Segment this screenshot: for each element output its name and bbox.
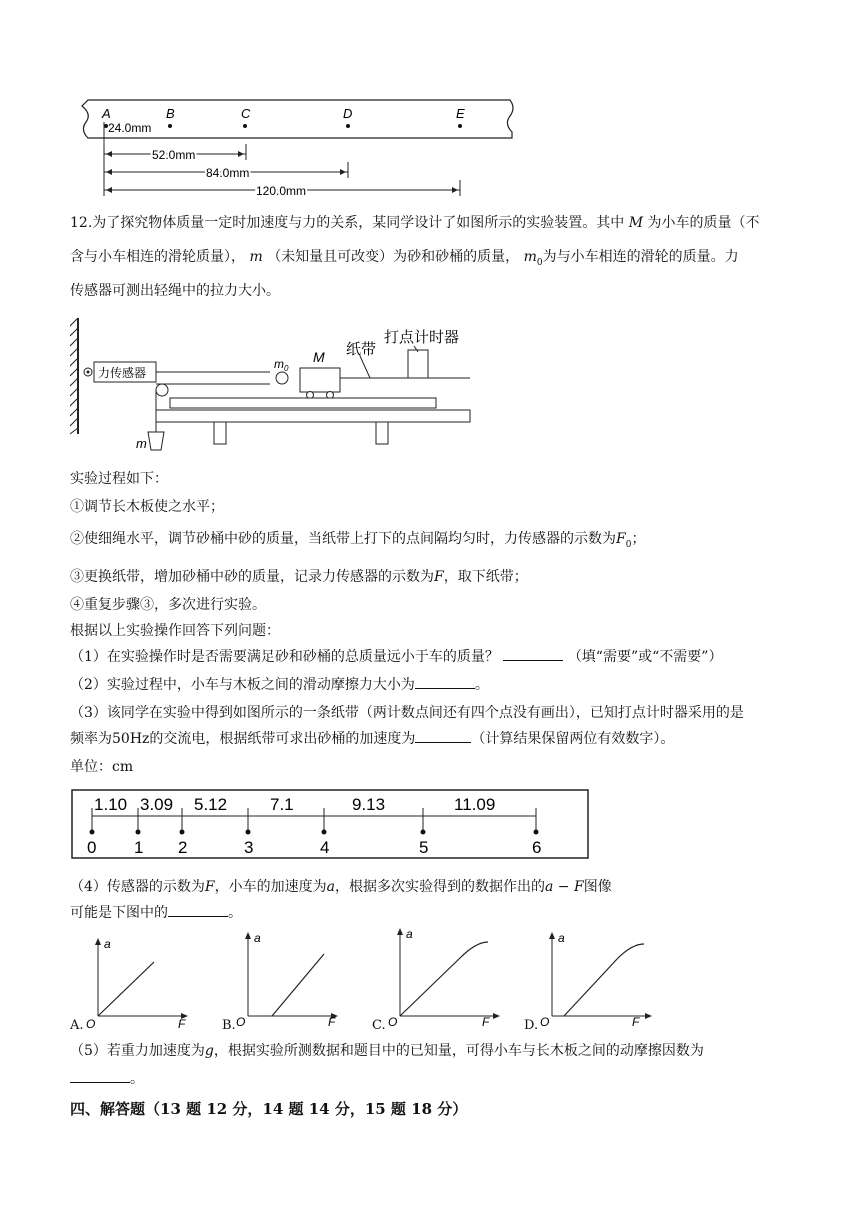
question-4-line-2: 可能是下图中的 。 xyxy=(70,905,242,921)
svg-text:a: a xyxy=(254,931,261,945)
question-3-line-2: 频率为50Hz的交流电，根据纸带可求出砂桶的加速度为 （计算结果保留两位有效数字）。 xyxy=(70,731,675,747)
svg-text:O: O xyxy=(236,1015,246,1029)
tape2-seg-3: 5.12 xyxy=(194,795,228,814)
m0-label: $m_0$ xyxy=(274,357,289,373)
question-5-line-2: 。 xyxy=(70,1070,144,1088)
answer-intro: 根据以上实验操作回答下列问题： xyxy=(70,623,280,639)
tape1-label-d: D xyxy=(343,106,353,121)
tape1-label-e: E xyxy=(456,106,465,121)
tape1-dim-4: 120.0mm xyxy=(256,184,307,198)
tape1-label-b: B xyxy=(166,106,175,121)
svg-text:F: F xyxy=(482,1015,490,1029)
svg-text:O: O xyxy=(540,1015,550,1029)
svg-text:a: a xyxy=(104,937,111,951)
option-a-label[interactable]: A. xyxy=(70,1018,84,1033)
cart xyxy=(300,368,340,392)
section-heading: 四、解答题（13 题 12 分，14 题 14 分，15 题 18 分） xyxy=(70,1100,468,1118)
tape1-dim-2: 52.0mm xyxy=(152,148,196,162)
process-step-1: ①调节长木板使之水平； xyxy=(70,499,224,515)
tape2-point-4: 4 xyxy=(320,838,330,857)
long-board xyxy=(170,398,436,408)
tape2-point-6: 6 xyxy=(532,838,542,857)
M-label: M xyxy=(313,349,325,365)
svg-text:F: F xyxy=(632,1015,640,1029)
answer-blank-4[interactable] xyxy=(168,916,228,917)
tape2-seg-4: 7.1 xyxy=(270,795,294,814)
unit-label: 单位：cm xyxy=(70,759,134,775)
option-a-graph[interactable] xyxy=(82,934,192,1030)
option-b-label[interactable]: B. xyxy=(222,1018,236,1033)
svg-text:F: F xyxy=(328,1015,336,1029)
tape-diagram-2 xyxy=(70,786,594,862)
question-3-line-1: （3）该同学在实验中得到如图所示的一条纸带（两计数点间还有四个点没有画出），已知打点计时器采用的是 xyxy=(70,705,744,721)
table xyxy=(156,410,470,422)
force-sensor-label: 力传感器 xyxy=(98,366,147,380)
process-title: 实验过程如下： xyxy=(70,471,168,487)
process-step-2: ②使细绳水平，调节砂桶中砂的质量，当纸带上打下的点间隔均匀时，力传感器的示数为$F_0$； xyxy=(70,531,646,550)
tape2-point-5: 5 xyxy=(419,838,429,857)
tape-label: 纸带 xyxy=(346,341,377,358)
option-c-label[interactable]: C. xyxy=(372,1018,386,1033)
tape1-label-c: C xyxy=(241,106,251,121)
option-d-label[interactable]: D. xyxy=(524,1018,539,1033)
option-d-graph[interactable] xyxy=(536,928,656,1030)
svg-text:a: a xyxy=(406,927,413,941)
svg-text:O: O xyxy=(86,1017,96,1030)
process-step-4: ④重复步骤③，多次进行实验。 xyxy=(70,597,266,613)
apparatus-diagram xyxy=(70,316,490,460)
tape2-seg-1: 1.10 xyxy=(94,795,128,814)
svg-text:a: a xyxy=(558,931,565,945)
timer xyxy=(408,350,428,378)
answer-blank-1[interactable] xyxy=(503,660,563,661)
tape2-seg-6: 11.09 xyxy=(454,795,496,814)
answer-blank-2[interactable] xyxy=(415,688,475,689)
process-step-3: ③更换纸带，增加砂桶中砂的质量，记录力传感器的示数为F，取下纸带； xyxy=(70,569,528,585)
m-label: m xyxy=(136,436,147,451)
question-1: （1）在实验操作时是否需要满足砂和砂桶的总质量远小于车的质量？ （填“需要”或“不需要”） xyxy=(70,649,723,665)
tape1-dot-e xyxy=(458,124,462,128)
tape2-point-1: 1 xyxy=(134,838,144,857)
timer-label: 打点计时器 xyxy=(384,329,460,346)
svg-text:O: O xyxy=(388,1015,398,1029)
option-c-graph[interactable] xyxy=(384,924,504,1030)
tape1-dot-c xyxy=(243,124,247,128)
q12-line-1: 12.为了探究物体质量一定时加速度与力的关系，某同学设计了如图所示的实验装置。其中 M 为小车的质量（不 xyxy=(70,215,760,231)
question-2: （2）实验过程中，小车与木板之间的滑动摩擦力大小为 。 xyxy=(70,677,489,693)
tape2-point-0: 0 xyxy=(87,838,97,857)
question-4-line-1: （4）传感器的示数为F，小车的加速度为a，根据多次实验得到的数据作出的a − F图像 xyxy=(70,879,612,895)
q12-line-3: 传感器可测出轻绳中的拉力大小。 xyxy=(70,283,280,299)
tape2-seg-5: 9.13 xyxy=(352,795,386,814)
tape1-label-a: A xyxy=(102,106,111,121)
svg-text:F: F xyxy=(178,1017,186,1030)
tape1-dim-1: 24.0mm xyxy=(108,121,152,135)
question-5-line-1: （5）若重力加速度为g，根据实验所测数据和题目中的已知量，可得小车与长木板之间的动摩擦因数为 xyxy=(70,1043,704,1059)
tape1-dot-d xyxy=(346,124,350,128)
answer-blank-5[interactable] xyxy=(70,1082,130,1083)
q12-line-2: 含与小车相连的滑轮质量）， m （未知量且可改变）为砂和砂桶的质量， $m_0$为与小车相连的滑轮的质量。力 xyxy=(70,249,739,268)
tape2-point-3: 3 xyxy=(244,838,254,857)
answer-blank-3[interactable] xyxy=(415,742,471,743)
tape2-seg-2: 3.09 xyxy=(140,795,174,814)
tape1-dot-b xyxy=(168,124,172,128)
option-b-graph[interactable] xyxy=(232,928,342,1030)
tape2-point-2: 2 xyxy=(178,838,188,857)
tape-diagram-1 xyxy=(70,92,530,202)
tape1-dim-3: 84.0mm xyxy=(206,166,250,180)
